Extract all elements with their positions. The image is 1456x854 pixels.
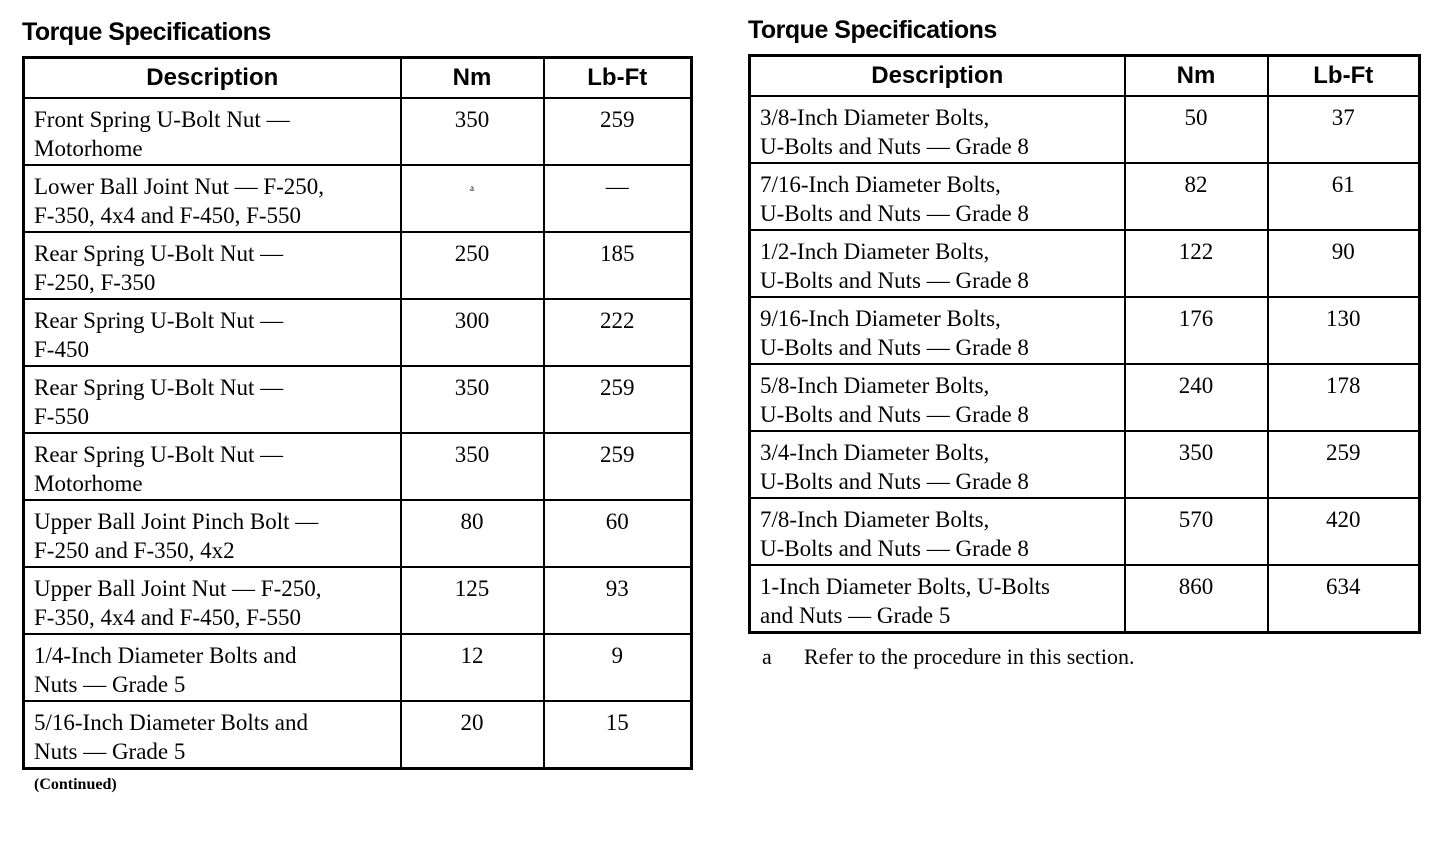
table-row (750, 96, 1420, 163)
description-cell (24, 567, 401, 634)
lbft-value: 420 (1326, 507, 1361, 532)
nm-cell (1125, 364, 1268, 431)
left-torque-panel (22, 14, 690, 794)
nm-value: 20 (460, 710, 484, 735)
nm-value: 350 (454, 442, 490, 467)
nm-cell (401, 232, 544, 299)
table-row (750, 364, 1420, 431)
description-line: Lower Ball Joint Nut — F-250, (34, 174, 325, 199)
lbft-value: 9 (611, 643, 623, 668)
nm-value: 350 (1178, 440, 1214, 465)
lbft-value: 259 (1326, 440, 1361, 465)
description-cell (24, 500, 401, 567)
nm-value: a (470, 183, 474, 193)
description-line: Front Spring U-Bolt Nut — (34, 107, 290, 132)
nm-value: 176 (1178, 306, 1214, 331)
table-row (750, 498, 1420, 565)
description-line: 1/2-Inch Diameter Bolts, (760, 239, 990, 264)
lbft-cell (1268, 498, 1420, 565)
nm-value: 12 (460, 643, 484, 668)
description-line: Rear Spring U-Bolt Nut — (34, 308, 284, 333)
lbft-cell (1268, 297, 1420, 364)
header-row (24, 58, 692, 99)
nm-cell (1125, 163, 1268, 230)
lbft-cell (544, 500, 692, 567)
table-row (750, 230, 1420, 297)
description-cell (750, 431, 1125, 498)
footnote-mark: a (762, 643, 772, 669)
lbft-value: 634 (1326, 574, 1361, 599)
table-row (24, 366, 692, 433)
nm-cell (1125, 297, 1268, 364)
nm-cell (1125, 565, 1268, 632)
description-line: F-450 (34, 337, 89, 362)
description-line: U-Bolts and Nuts — Grade 8 (760, 134, 1029, 159)
description-line: F-250 and F-350, 4x2 (34, 538, 235, 563)
lbft-value: 93 (605, 576, 629, 601)
description-line: 1/4-Inch Diameter Bolts and (34, 643, 297, 668)
table-row (24, 701, 692, 768)
description-line: Rear Spring U-Bolt Nut — (34, 241, 284, 266)
description-header: Description (24, 58, 401, 99)
lbft-value: 37 (1331, 105, 1355, 130)
left-table-body (24, 98, 692, 768)
lbft-header: Lb-Ft (544, 58, 692, 99)
lbft-cell (1268, 565, 1420, 632)
left-table-title: Torque Specifications (22, 18, 271, 46)
nm-cell (401, 433, 544, 500)
lbft-header: Lb-Ft (1268, 56, 1420, 97)
nm-cell (401, 366, 544, 433)
nm-value: 350 (454, 107, 490, 132)
nm-cell (401, 701, 544, 768)
description-cell (750, 498, 1125, 565)
lbft-value: 222 (600, 308, 635, 333)
description-cell (24, 366, 401, 433)
right-torque-table (748, 54, 1421, 634)
right-torque-panel (748, 12, 1418, 670)
nm-value: 82 (1184, 172, 1208, 197)
nm-value: 860 (1178, 574, 1214, 599)
lbft-cell (1268, 163, 1420, 230)
nm-cell (1125, 498, 1268, 565)
description-line: 5/8-Inch Diameter Bolts, (760, 373, 990, 398)
description-line: 3/4-Inch Diameter Bolts, (760, 440, 990, 465)
description-line: Rear Spring U-Bolt Nut — (34, 375, 284, 400)
nm-value: 122 (1178, 239, 1214, 264)
table-row (24, 299, 692, 366)
table-row (24, 165, 692, 232)
description-cell (24, 634, 401, 701)
lbft-value: 60 (605, 509, 629, 534)
description-line: and Nuts — Grade 5 (760, 603, 951, 628)
nm-value: 250 (454, 241, 490, 266)
lbft-cell (544, 232, 692, 299)
lbft-value: 185 (600, 241, 635, 266)
description-line: 9/16-Inch Diameter Bolts, (760, 306, 1001, 331)
table-row (24, 634, 692, 701)
lbft-value: 15 (605, 710, 629, 735)
lbft-value: 259 (600, 442, 635, 467)
description-line: Upper Ball Joint Pinch Bolt — (34, 509, 319, 534)
table-row (750, 163, 1420, 230)
lbft-value: — (605, 174, 629, 199)
lbft-cell (1268, 230, 1420, 297)
description-line: F-350, 4x4 and F-450, F-550 (34, 203, 302, 228)
description-cell (24, 98, 401, 165)
lbft-cell (1268, 364, 1420, 431)
description-line: 7/8-Inch Diameter Bolts, (760, 507, 990, 532)
lbft-cell (544, 366, 692, 433)
left-torque-table (22, 56, 693, 770)
description-header: Description (750, 56, 1125, 97)
description-cell (24, 433, 401, 500)
nm-value: 350 (454, 375, 490, 400)
lbft-value: 259 (600, 107, 635, 132)
nm-value: 80 (460, 509, 484, 534)
lbft-cell (544, 634, 692, 701)
nm-cell (1125, 431, 1268, 498)
lbft-cell (544, 433, 692, 500)
right-table-title: Torque Specifications (748, 16, 997, 44)
description-line: U-Bolts and Nuts — Grade 8 (760, 536, 1029, 561)
description-line: U-Bolts and Nuts — Grade 8 (760, 469, 1029, 494)
description-line: U-Bolts and Nuts — Grade 8 (760, 268, 1029, 293)
lbft-cell (544, 165, 692, 232)
footnote-text: Refer to the procedure in this section. (804, 643, 1135, 669)
description-line: U-Bolts and Nuts — Grade 8 (760, 402, 1029, 427)
lbft-cell (1268, 96, 1420, 163)
lbft-cell (544, 567, 692, 634)
lbft-cell (544, 701, 692, 768)
description-cell (750, 230, 1125, 297)
nm-header: Nm (1125, 56, 1268, 97)
nm-header: Nm (401, 58, 544, 99)
description-line: F-350, 4x4 and F-450, F-550 (34, 605, 302, 630)
description-line: Upper Ball Joint Nut — F-250, (34, 576, 322, 601)
nm-value: 50 (1184, 105, 1208, 130)
nm-value: 300 (454, 308, 490, 333)
nm-value: 570 (1178, 507, 1214, 532)
nm-cell (401, 165, 544, 232)
description-line: Nuts — Grade 5 (34, 672, 186, 697)
description-line: Motorhome (34, 471, 143, 496)
nm-value: 240 (1178, 373, 1214, 398)
table-row (24, 567, 692, 634)
header-row (750, 56, 1420, 97)
lbft-cell (544, 98, 692, 165)
description-line: F-550 (34, 404, 89, 429)
table-row (24, 500, 692, 567)
description-line: F-250, F-350 (34, 270, 156, 295)
description-line: Rear Spring U-Bolt Nut — (34, 442, 284, 467)
description-line: 5/16-Inch Diameter Bolts and (34, 710, 309, 735)
lbft-cell (544, 299, 692, 366)
description-cell (24, 299, 401, 366)
description-cell (750, 96, 1125, 163)
description-line: 7/16-Inch Diameter Bolts, (760, 172, 1001, 197)
lbft-cell (1268, 431, 1420, 498)
description-cell (24, 232, 401, 299)
lbft-value: 178 (1326, 373, 1361, 398)
lbft-value: 259 (600, 375, 635, 400)
right-table-body (750, 96, 1420, 632)
description-cell (750, 364, 1125, 431)
description-line: Nuts — Grade 5 (34, 739, 186, 764)
nm-cell (401, 299, 544, 366)
continued-note: (Continued) (34, 775, 117, 793)
description-cell (24, 165, 401, 232)
lbft-value: 61 (1331, 172, 1355, 197)
description-cell (750, 297, 1125, 364)
nm-cell (401, 500, 544, 567)
footnote (748, 644, 1418, 670)
table-row (750, 565, 1420, 632)
table-row (24, 232, 692, 299)
nm-cell (401, 98, 544, 165)
description-line: Motorhome (34, 136, 143, 161)
description-line: U-Bolts and Nuts — Grade 8 (760, 201, 1029, 226)
lbft-value: 130 (1326, 306, 1361, 331)
description-cell (750, 565, 1125, 632)
table-row (24, 98, 692, 165)
nm-cell (1125, 230, 1268, 297)
table-row (24, 433, 692, 500)
description-cell (750, 163, 1125, 230)
description-line: 1-Inch Diameter Bolts, U-Bolts (760, 574, 1051, 599)
nm-cell (1125, 96, 1268, 163)
nm-value: 125 (454, 576, 490, 601)
lbft-value: 90 (1331, 239, 1355, 264)
table-row (750, 431, 1420, 498)
nm-cell (401, 634, 544, 701)
description-cell (24, 701, 401, 768)
table-row (750, 297, 1420, 364)
nm-cell (401, 567, 544, 634)
description-line: U-Bolts and Nuts — Grade 8 (760, 335, 1029, 360)
description-line: 3/8-Inch Diameter Bolts, (760, 105, 990, 130)
